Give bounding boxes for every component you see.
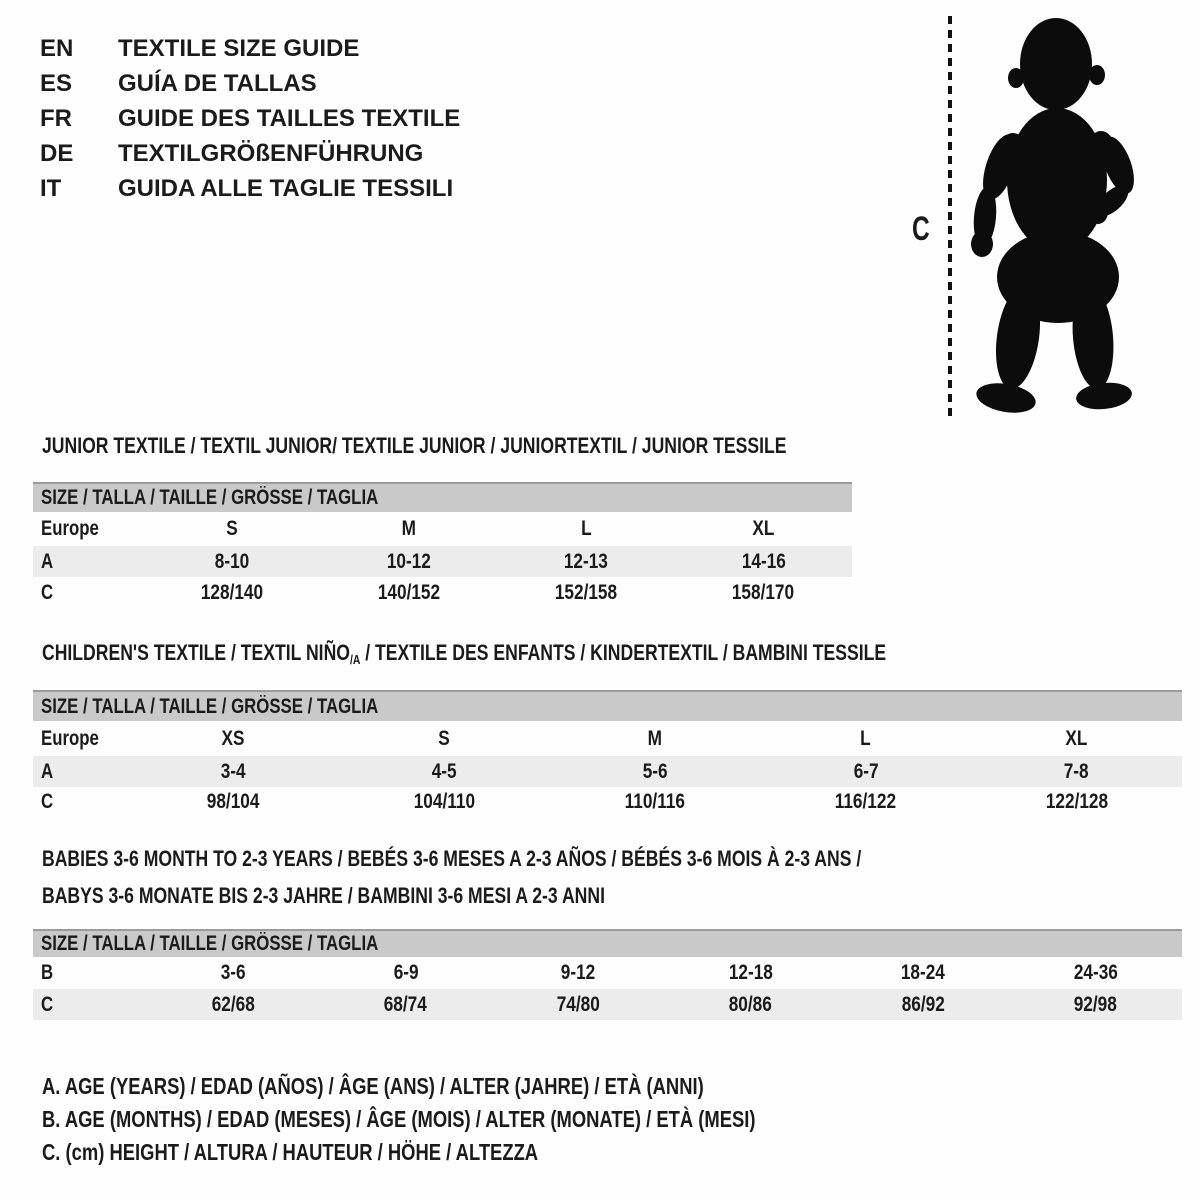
age-cell <box>320 961 493 985</box>
cell-value: 9-12 <box>561 961 596 984</box>
measurement-legend <box>42 1070 934 1169</box>
cell-value: M <box>401 517 417 540</box>
row-label: C <box>41 992 54 1016</box>
age-cell <box>665 961 838 985</box>
row-label-cell <box>33 961 147 985</box>
row-label: B <box>41 961 54 984</box>
cell-value: 10-12 <box>386 549 431 573</box>
size-header-label: SIZE / TALLA / TAILLE / GRÖSSE / TAGLIA <box>41 694 379 718</box>
language-row-es <box>40 66 460 101</box>
legend-row-b <box>42 1103 934 1136</box>
legend-row-a <box>42 1070 934 1103</box>
legend-text-b: B. AGE (MONTHS) / EDAD (MESES) / ÂGE (MOIS) / ALTER (MONATE) / ETÀ (MESI) <box>42 1106 756 1132</box>
size-cell <box>675 517 852 541</box>
language-code: ES <box>40 69 73 97</box>
cell-value: 158/170 <box>732 580 795 604</box>
cell-value: 92/98 <box>1074 992 1118 1016</box>
age-cell <box>1010 961 1183 985</box>
row-label-cell <box>33 581 143 605</box>
table-row-b <box>33 957 1182 989</box>
cell-value: 6-9 <box>393 961 419 984</box>
guide-title: GUIDA ALLE TAGLIE TESSILI <box>118 174 454 202</box>
age-cell <box>498 550 675 574</box>
size-cell <box>760 727 971 751</box>
cell-value: S <box>225 517 238 540</box>
table-row-c <box>33 787 1182 817</box>
size-cell <box>320 517 497 541</box>
size-header-row <box>33 690 1182 721</box>
language-row-fr <box>40 101 460 136</box>
language-title-list <box>40 31 460 206</box>
height-cell <box>492 993 665 1017</box>
babies-textile-title-line2 <box>42 884 746 908</box>
cell-value: 116/122 <box>835 790 897 813</box>
age-cell <box>320 550 497 574</box>
table-row-europe <box>33 721 1182 756</box>
legend-text-c: C. (cm) HEIGHT / ALTURA / HAUTEUR / HÖHE / ALTEZZA <box>42 1139 539 1165</box>
height-cell <box>128 790 339 814</box>
row-label: Europe <box>41 726 99 750</box>
cell-value: XL <box>752 517 775 540</box>
row-label: C <box>41 580 54 604</box>
age-cell <box>760 760 971 784</box>
cell-value: 110/116 <box>624 790 686 813</box>
row-label-cell <box>33 760 128 784</box>
height-marker-label: C <box>912 210 930 248</box>
title-suffix: / TEXTILE DES ENFANTS / KINDERTEXTIL / BAMBINI TESSILE <box>360 640 887 665</box>
age-cell <box>675 550 852 574</box>
height-cell <box>550 790 761 814</box>
age-cell <box>971 760 1182 784</box>
babies-size-table <box>33 929 1182 1020</box>
age-cell <box>837 961 1010 985</box>
language-code: IT <box>40 174 62 202</box>
junior-textile-title-text: JUNIOR TEXTILE / TEXTIL JUNIOR/ TEXTILE JUNIOR / JUNIORTEXTIL / JUNIOR TESSILE <box>42 433 787 458</box>
children-textile-title <box>42 641 1097 665</box>
guide-title: TEXTILGRÖßENFÜHRUNG <box>118 139 424 167</box>
row-label-cell <box>33 993 147 1017</box>
cell-value: 74/80 <box>556 992 600 1016</box>
language-row-de <box>40 136 460 171</box>
table-row-a <box>33 546 852 577</box>
junior-size-table <box>33 482 852 608</box>
cell-value: 4-5 <box>431 759 457 783</box>
age-cell <box>339 760 550 784</box>
toddler-silhouette-icon <box>955 12 1145 417</box>
row-label-cell <box>33 727 128 751</box>
size-header-row <box>33 482 852 512</box>
cell-value: XL <box>1065 726 1088 750</box>
age-cell <box>492 961 665 985</box>
size-cell <box>128 727 339 751</box>
row-label-cell <box>33 550 143 574</box>
cell-value: 24-36 <box>1073 961 1118 984</box>
size-header-label: SIZE / TALLA / TAILLE / GRÖSSE / TAGLIA <box>41 932 379 955</box>
gender-suffix: /A <box>349 652 361 667</box>
size-cell <box>971 727 1182 751</box>
height-measure-line <box>948 16 952 416</box>
table-row-c <box>33 577 852 608</box>
size-cell <box>550 727 761 751</box>
language-code: DE <box>40 139 74 167</box>
children-textile-title-text <box>42 641 886 672</box>
cell-value: 122/128 <box>1045 790 1108 813</box>
age-cell <box>147 961 320 985</box>
cell-value: 18-24 <box>901 961 946 984</box>
age-cell <box>143 550 320 574</box>
language-row-it <box>40 171 460 206</box>
cell-value: 104/110 <box>413 790 475 813</box>
height-cell <box>665 993 838 1017</box>
legend-text-a: A. AGE (YEARS) / EDAD (AÑOS) / ÂGE (ANS) / ALTER (JAHRE) / ETÀ (ANNI) <box>42 1073 704 1099</box>
size-cell <box>498 517 675 541</box>
babies-title-text-line2: BABYS 3-6 MONATE BIS 2-3 JAHRE / BAMBINI 3-6 MESI A 2-3 ANNI <box>42 883 605 908</box>
cell-value: 3-6 <box>220 961 246 984</box>
height-cell <box>143 581 320 605</box>
legend-row-c <box>42 1136 934 1169</box>
cell-value: 7-8 <box>1064 759 1090 783</box>
cell-value: S <box>438 726 450 750</box>
table-row-europe <box>33 512 852 546</box>
cell-value: L <box>860 726 872 750</box>
table-row-c <box>33 989 1182 1020</box>
height-cell <box>339 790 550 814</box>
cell-value: 6-7 <box>853 759 879 783</box>
cell-value: 62/68 <box>211 992 255 1016</box>
height-cell <box>320 581 497 605</box>
cell-value: XS <box>221 726 245 750</box>
height-cell <box>1010 993 1183 1017</box>
title-prefix: CHILDREN'S TEXTILE / TEXTIL NIÑO <box>42 640 350 665</box>
cell-value: 152/158 <box>554 580 618 604</box>
table-row-a <box>33 756 1182 787</box>
row-label: Europe <box>41 517 99 540</box>
age-cell <box>128 760 339 784</box>
cell-value: 86/92 <box>901 992 945 1016</box>
cell-value: M <box>647 726 663 750</box>
cell-value: 5-6 <box>642 759 668 783</box>
guide-title: GUIDE DES TAILLES TEXTILE <box>118 104 461 132</box>
cell-value: L <box>580 517 592 540</box>
height-cell <box>498 581 675 605</box>
height-cell <box>320 993 493 1017</box>
row-label: A <box>41 549 54 573</box>
junior-textile-title <box>42 434 973 458</box>
cell-value: 12-13 <box>564 549 609 573</box>
row-label-cell <box>33 790 128 814</box>
height-cell <box>147 993 320 1017</box>
cell-value: 8-10 <box>214 549 249 573</box>
size-header-row <box>33 929 1182 957</box>
language-row-en <box>40 31 460 66</box>
height-cell <box>760 790 971 814</box>
babies-title-text-line1: BABIES 3-6 MONTH TO 2-3 YEARS / BEBÉS 3-6 MESES A 2-3 AÑOS / BÉBÉS 3-6 MOIS À 2-3 ANS / <box>42 846 862 871</box>
cell-value: 3-4 <box>220 759 246 783</box>
guide-title: TEXTILE SIZE GUIDE <box>118 34 360 62</box>
cell-value: 12-18 <box>728 961 773 984</box>
row-label: A <box>41 759 54 783</box>
guide-title: GUÍA DE TALLAS <box>118 69 317 97</box>
height-cell <box>837 993 1010 1017</box>
size-cell <box>143 517 320 541</box>
row-label-cell <box>33 517 143 541</box>
cell-value: 128/140 <box>200 580 263 604</box>
language-code: FR <box>40 104 72 132</box>
height-cell <box>971 790 1182 814</box>
row-label: C <box>41 790 54 813</box>
size-cell <box>339 727 550 751</box>
cell-value: 14-16 <box>741 549 786 573</box>
height-cell <box>675 581 852 605</box>
cell-value: 68/74 <box>384 992 428 1016</box>
babies-textile-title-line1 <box>42 847 1066 871</box>
cell-value: 98/104 <box>207 790 260 813</box>
children-size-table <box>33 690 1182 817</box>
size-header-label: SIZE / TALLA / TAILLE / GRÖSSE / TAGLIA <box>41 486 379 509</box>
age-cell <box>550 760 761 784</box>
language-code: EN <box>40 34 74 62</box>
cell-value: 140/152 <box>377 580 440 604</box>
cell-value: 80/86 <box>729 992 773 1016</box>
